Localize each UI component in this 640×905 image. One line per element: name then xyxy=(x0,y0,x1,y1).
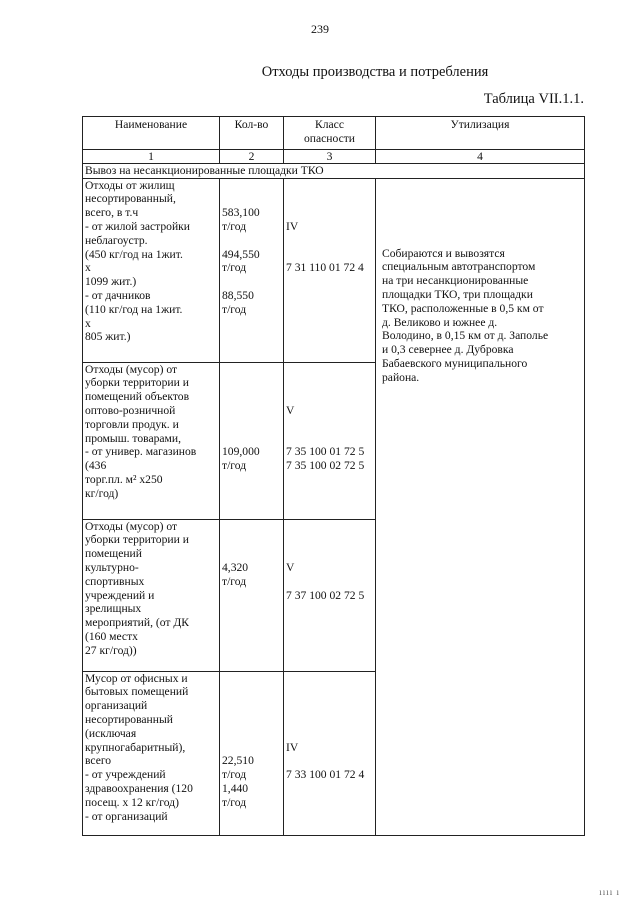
table-header-row xyxy=(83,117,585,150)
row-hazard-class: IV 7 31 110 01 72 4 xyxy=(284,178,376,362)
column-number: 4 xyxy=(376,149,585,163)
page-number: 239 xyxy=(311,22,329,36)
waste-table xyxy=(82,116,585,836)
footer-mark: ıııı ı xyxy=(599,887,620,897)
row-hazard-class: V 7 37 100 02 72 5 xyxy=(284,519,376,671)
header-name: Наименование xyxy=(83,117,220,150)
column-number: 1 xyxy=(83,149,220,163)
section-row xyxy=(83,163,585,178)
table-label: Таблица VII.1.1. xyxy=(483,91,584,107)
row-quantity: 109,000 т/год xyxy=(220,362,284,519)
table-row xyxy=(83,178,585,362)
row-quantity: 583,100 т/год 494,550 т/год 88,550 т/год xyxy=(220,178,284,362)
row-quantity: 22,510 т/год 1,440 т/год xyxy=(220,671,284,835)
column-number-row xyxy=(83,149,585,163)
row-name: Отходы (мусор) от уборки территории и помещений объектов оптово-розничной торговли продук. и промыш. товарами, - от универ. магазинов (436 торг.пл. м² x250 кг/год) xyxy=(83,362,220,519)
row-name: Отходы от жилищ несортированный, всего, в т.ч - от жилой застройки неблагоустр. (450 кг/год на 1жит. x 1099 жит.) - от дачников (110 кг/год на 1жит. x 805 жит.) xyxy=(83,178,220,362)
row-hazard-class: IV 7 33 100 01 72 4 xyxy=(284,671,376,835)
row-hazard-class: V 7 35 100 01 72 5 7 35 100 02 72 5 xyxy=(284,362,376,519)
row-quantity: 4,320 т/год xyxy=(220,519,284,671)
page-heading: Отходы производства и потребления xyxy=(261,64,489,80)
header-quantity: Кол-во xyxy=(220,117,284,150)
section-title: Вывоз на несанкционированные площадки ТКО xyxy=(83,163,585,178)
column-number: 2 xyxy=(220,149,284,163)
row-name: Отходы (мусор) от уборки территории и помещений культурно- спортивных учреждений и зрелищных мероприятий, (от ДК (160 местх 27 кг/год)) xyxy=(83,519,220,671)
row-name: Мусор от офисных и бытовых помещений организаций несортированный (исключая крупногабаритный), всего - от учреждений здравоохранения (120 посещ. x 12 кг/год) - от организаций xyxy=(83,671,220,835)
column-number: 3 xyxy=(284,149,376,163)
header-hazard-class: Класс опасности xyxy=(284,117,376,150)
disposal-cell: Собираются и вывозятся специальным автотранспортом на три несанкционированные площадки ТКО, три площадки ТКО, расположенные в 0,5 км от д. Великово и южнее д. Володино, в 0,15 км от д. Заполье и 0,3 севернее д. Дубровка Бабаевского муниципального района. xyxy=(376,178,585,835)
header-disposal: Утилизация xyxy=(376,117,585,150)
